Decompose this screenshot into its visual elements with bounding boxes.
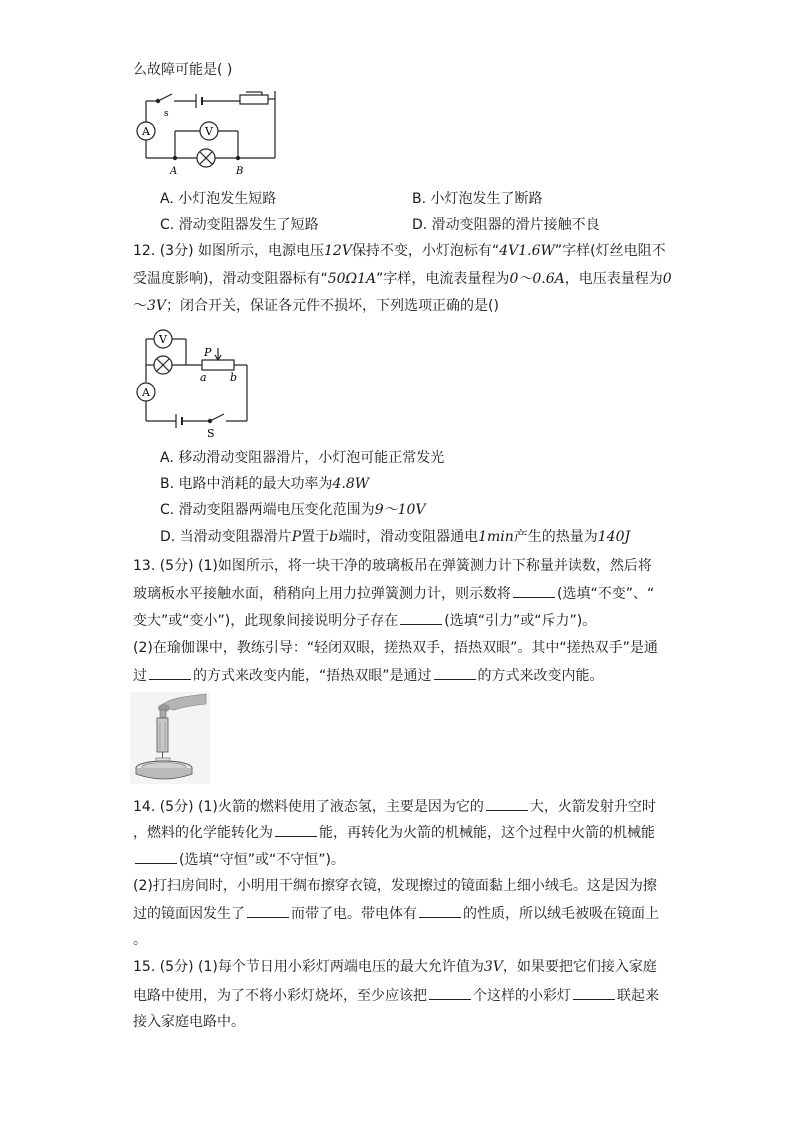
q13-line-5: 过 的方式来改变内能，“捂热双眼”是通过 的方式来改变内能。 [133, 665, 604, 686]
q12-option-b: B. 电路中消耗的最大功率为4.8W [160, 476, 370, 492]
q11-option-d: D. 滑动变阻器的滑片接触不良 [412, 217, 600, 233]
q12-line-1: 12. (3分) 如图所示，电源电压12V保持不变，小灯泡标有“4V1.6W”字样(灯丝电阻不 [133, 243, 666, 259]
q14-line-1: 14. (5分) (1)火箭的燃料使用了液态氢，主要是因为它的 大，火箭发射升空时 [133, 796, 656, 817]
q14-line-2: ，燃料的化学能转化为 能，再转化为火箭的机械能，这个过程中火箭的机械能 [133, 822, 655, 843]
q14-line-3: (选填“守恒”或“不守恒”)。 [133, 849, 345, 870]
q11-point-a-label: A [170, 166, 178, 177]
q13-blank-2[interactable] [400, 610, 442, 625]
q11-point-b-label: B [236, 166, 244, 177]
q12-line-3: ～3V；闭合开关，保证各元件不损坏，下列选项正确的是() [133, 298, 499, 314]
q15-line-2: 电路中使用，为了不将小彩灯烧坏，至少应该把 个这样的小彩灯 联起来 [133, 985, 659, 1006]
q14-line-4: (2)打扫房间时，小明用干绸布擦穿衣镜，发现擦过的镜面黏上细小绒毛。这是因为擦 [133, 878, 657, 894]
q12-ammeter-label: A [142, 386, 150, 399]
q15-blank-2[interactable] [573, 985, 615, 1000]
q15-line-1: 15. (5分) (1)每个节日用小彩灯两端电压的最大允许值为3V，如果要把它们接入家庭 [133, 959, 657, 975]
q12-line-2: 受温度影响)，滑动变阻器标有“50Ω1A”字样，电流表量程为0～0.6A，电压表量程为0 [133, 271, 672, 287]
q11-switch-label: s [164, 109, 169, 119]
q13-blank-3[interactable] [149, 665, 191, 680]
q12-switch-label: S [207, 427, 215, 440]
q12-end-a-label: a [200, 371, 207, 384]
q13-line-4: (2)在瑜伽课中，教练引导：“轻闭双眼，搓热双手，捂热双眼”。其中“搓热双手”是通 [133, 640, 658, 656]
q14-blank-3[interactable] [135, 849, 177, 864]
q12-option-c: C. 滑动变阻器两端电压变化范围为9～10V [160, 502, 426, 518]
q12-slider-p-label: P [204, 346, 212, 359]
q14-blank-4[interactable] [247, 903, 289, 918]
q12-option-a: A. 移动滑动变阻器滑片，小灯泡可能正常发光 [160, 450, 445, 466]
q13-line-1: 13. (5分) (1)如图所示，将一块干净的玻璃板吊在弹簧测力计下称量并读数，然后将 [133, 558, 652, 574]
q12-end-b-label: b [230, 371, 238, 384]
q11-voltmeter-label: V [205, 125, 213, 138]
q14-blank-2[interactable] [275, 822, 317, 837]
q11-option-a: A. 小灯泡发生短路 [160, 191, 277, 207]
q13-glass-plate-photo [130, 692, 210, 784]
q14-line-5: 过的镜面因发生了 而带了电。带电体有 的性质，所以绒毛被吸在镜面上 [133, 903, 659, 924]
q15-line-3: 接入家庭电路中。 [133, 1014, 245, 1030]
q13-line-3: 变大”或“变小”)，此现象间接说明分子存在 (选填“引力”或“斥力”)。 [133, 610, 596, 631]
q12-circuit-diagram [130, 325, 260, 440]
q11-option-c: C. 滑动变阻器发生了短路 [160, 217, 319, 233]
q12-option-d: D. 当滑动变阻器滑片P置于b端时，滑动变阻器通电1min产生的热量为140J [160, 529, 631, 545]
q14-blank-5[interactable] [419, 903, 461, 918]
q14-blank-1[interactable] [486, 796, 528, 811]
q13-blank-1[interactable] [513, 583, 555, 598]
q12-voltmeter-label: V [159, 333, 167, 346]
q13-line-2: 玻璃板水平接触水面，稍稍向上用力拉弹簧测力计，则示数将 (选填“不变”、“ [133, 583, 654, 604]
q13-blank-4[interactable] [434, 665, 476, 680]
q11-circuit-diagram [130, 86, 280, 178]
q14-line-6: 。 [133, 932, 147, 948]
q11-question-tail: 么故障可能是( ) [133, 62, 233, 78]
q11-option-b: B. 小灯泡发生了断路 [412, 191, 543, 207]
q15-blank-1[interactable] [429, 985, 471, 1000]
q11-ammeter-label: A [142, 125, 150, 138]
